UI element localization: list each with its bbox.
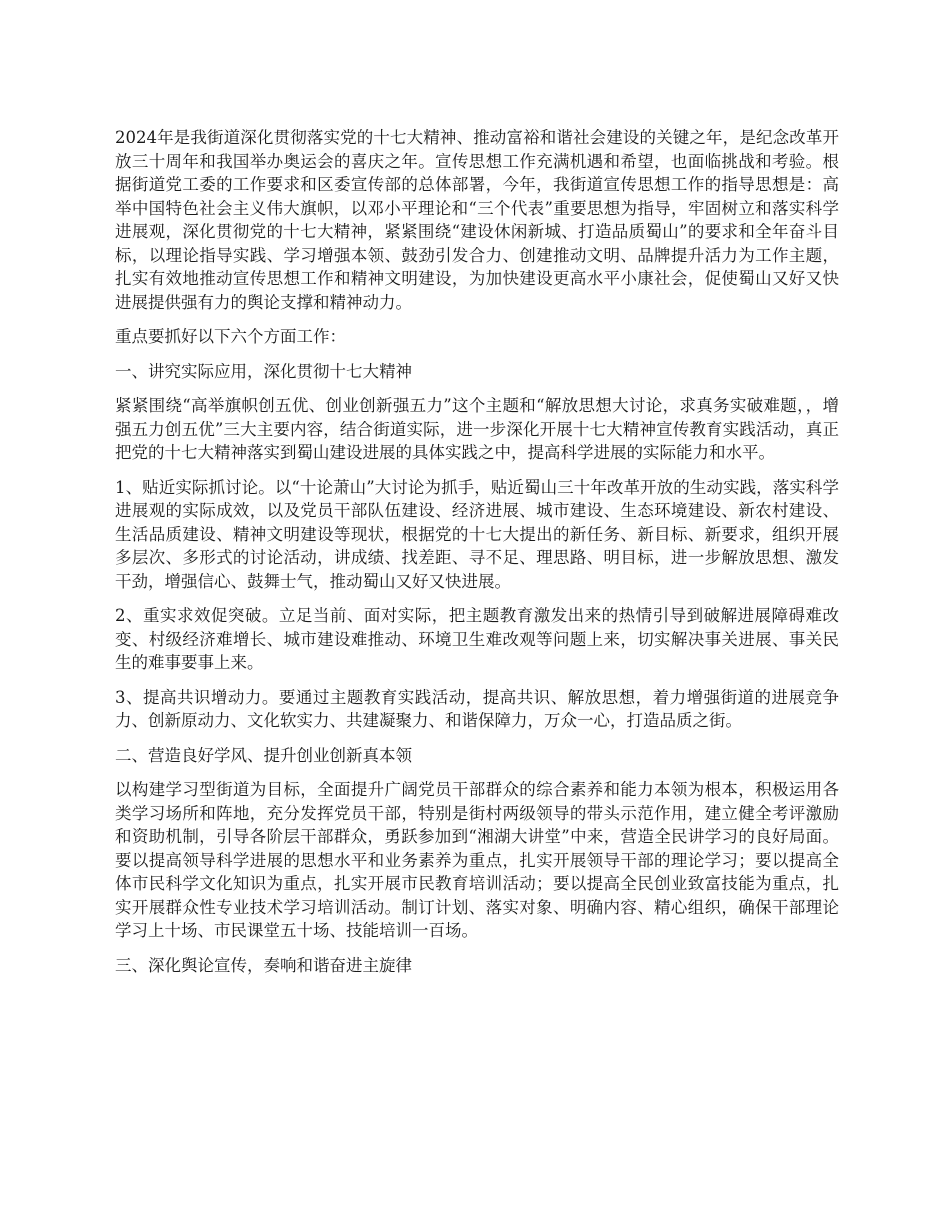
- section-1-item-1: 1、贴近实际抓讨论。以“十论萧山”大讨论为抓手，贴近蜀山三十年改革开放的生动实践，落实科学进展观的实际成效，以及党员干部队伍建设、经济进展、城市建设、生态环境建设、新农村建设、生活品质建设、精神文明建设等现状，根据党的十七大提出的新任务、新目标、新要求，组织开展多层次、多形式的讨论活动，讲成绩、找差距、寻不足、理思路、明目标，进一步解放思想、激发干劲，增强信心、鼓舞士气，推动蜀山又好又快进展。: [115, 477, 839, 591]
- document-body: [115, 126, 839, 988]
- overview-line: 重点要抓好以下六个方面工作：: [115, 327, 346, 346]
- intro-paragraph: 2024年是我街道深化贯彻落实党的十七大精神、推动富裕和谐社会建设的关键之年，是纪念改革开放三十周年和我国举办奥运会的喜庆之年。宣传思想工作充满机遇和希望，也面临挑战和考验。根据街道党工委的工作要求和区委宣传部的总体部署，今年，我街道宣传思想工作的指导思想是：高举中国特色社会主义伟大旗帜，以邓小平理论和“三个代表”重要思想为指导，牢固树立和落实科学进展观，深化贯彻党的十七大精神，紧紧围绕“建设休闲新城、打造品质蜀山”的要求和全年奋斗目标，以理论指导实践、学习增强本领、鼓劲引发合力、创建推动文明、品牌提升活力为工作主题，扎实有效地推动宣传思想工作和精神文明建设，为加快建设更高水平小康社会，促使蜀山又好又快进展提供强有力的舆论支撑和精神动力。: [115, 128, 839, 312]
- section-1-intro: 紧紧围绕“高举旗帜创五优、创业创新强五力”这个主题和“解放思想大讨论，求真务实破难题，，增强五力创五优”三大主要内容，结合街道实际，进一步深化开展十七大精神宣传教育实践活动，真正把党的十七大精神落实到蜀山建设进展的具体实践之中，提高科学进展的实际能力和水平。: [115, 396, 839, 462]
- section-1-item-2: 2、重实求效促突破。立足当前、面对实际，把主题教育激发出来的热情引导到破解进展障碍难改变、村级经济难增长、城市建设难推动、环境卫生难改观等问题上来，切实解决事关进展、事关民生的难事要事上来。: [115, 606, 839, 672]
- section-heading-2: 二、营造良好学风、提升创业创新真本领: [115, 745, 412, 765]
- section-2-paragraph: 以构建学习型街道为目标，全面提升广阔党员干部群众的综合素养和能力本领为根本，积极运用各类学习场所和阵地，充分发挥党员干部，特别是街村两级领导的带头示范作用，建立健全考评激励和资助机制，引导各阶层干部群众，勇跃参加到“湘湖大讲堂”中来，营造全民讲学习的良好局面。要以提高领导科学进展的思想水平和业务素养为重点，扎实开展领导干部的理论学习；要以提高全体市民科学文化知识为重点，扎实开展市民教育培训活动；要以提高全民创业致富技能为重点，扎实开展群众性专业技术学习培训活动。制订计划、落实对象、明确内容、精心组织，确保干部理论学习上十场、市民课堂五十场、技能培训一百场。: [115, 780, 839, 940]
- section-heading-3: 三、深化舆论宣传，奏响和谐奋进主旋律: [115, 955, 412, 975]
- section-heading-1: 一、讲究实际应用，深化贯彻十七大精神: [115, 361, 412, 381]
- section-1-item-3: 3、提高共识增动力。要通过主题教育实践活动，提高共识、解放思想，着力增强街道的进展竞争力、创新原动力、文化软实力、共建凝聚力、和谐保障力，万众一心，打造品质之街。: [115, 687, 839, 730]
